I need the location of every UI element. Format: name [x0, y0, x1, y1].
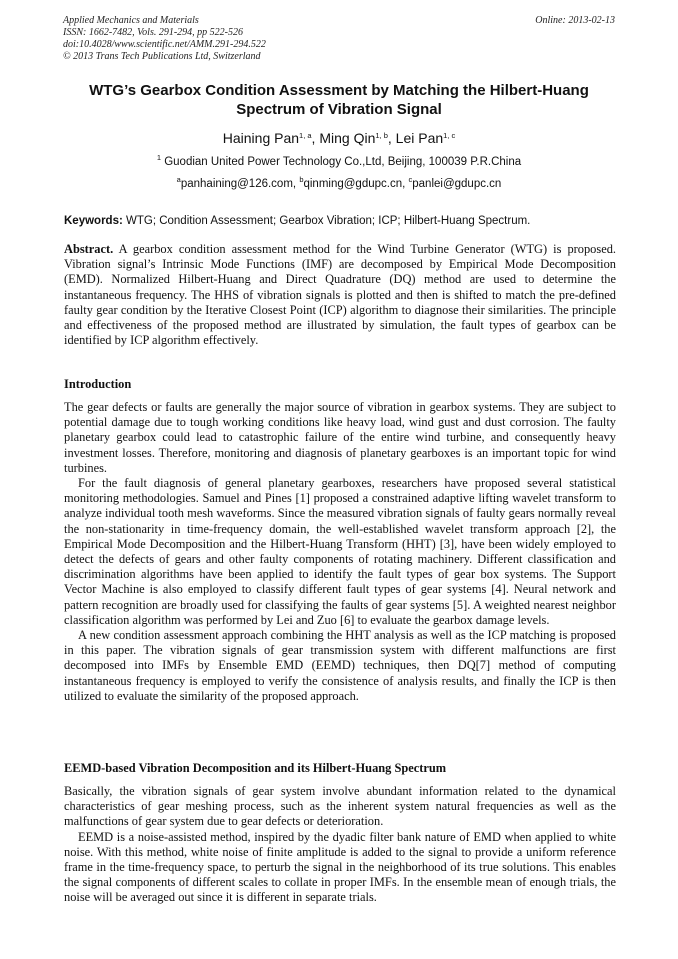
paragraph: The gear defects or faults are generally the major source of vibration in gearbox systems. They are subject to potential damage due to tough working conditions like heavy load, wind gust and dust corrosion. The faulty planetary gearbox could lead to catastrophic failure of the entire wind turbine, and consequently heavy investment losses. Therefore, monitoring and diagnosis of planetary gearboxes is an important topic for wind turbines.: [64, 400, 616, 475]
section-heading-introduction: Introduction: [64, 377, 132, 391]
author-name: Haining Pan: [222, 130, 300, 146]
abstract-label: Abstract.: [64, 242, 114, 256]
affiliation-sup: 1: [156, 153, 161, 162]
paragraph: A new condition assessment approach combining the HHT analysis as well as the ICP matching is proposed in this paper. The vibration signals of gear transmission system with different malfunctions are first decomposed into IMFs by Ensemble EMD (EEMD) techniques, then DQ[7] method of computing instantaneous frequency is employed to verify the consistence of analysis results, and finally the ICP is then utilized to evaluate the similarity of the proposed approach.: [64, 628, 616, 703]
paragraph: Basically, the vibration signals of gear system involve abundant information related to the dynamical characteristics of gear meshing process, such as the inherent system natural frequencies as well as the malfunctions of gear system due to gear defects or deterioration.: [64, 784, 616, 829]
keywords: [64, 214, 616, 229]
affiliation-text: Guodian United Power Technology Co.,Ltd, Beijing, 100039 P.R.China: [164, 156, 522, 168]
email-sup: c: [408, 175, 413, 184]
email-sup: b: [299, 175, 304, 184]
author-sup: 1, c: [443, 131, 456, 140]
email-address[interactable]: qinming@gdupc.cn,: [303, 178, 406, 190]
author-sup: 1, a: [299, 131, 312, 140]
keywords-label: Keywords:: [64, 215, 123, 227]
journal-name: Applied Mechanics and Materials: [63, 15, 199, 26]
email-address[interactable]: panlei@gdupc.cn: [412, 178, 502, 190]
author-sup: 1, b: [375, 131, 388, 140]
author-list: Haining Pan$^{1, a}$, Ming Qin$^{1, b}$, Lei Pan$^{1, c}$: [222, 130, 456, 146]
author-name: Lei Pan: [395, 130, 444, 146]
abstract: [64, 242, 616, 348]
author-name: Ming Qin: [319, 130, 376, 146]
keywords-text: WTG; Condition Assessment; Gearbox Vibration; ICP; Hilbert-Huang Spectrum.: [126, 215, 531, 227]
journal-header: [63, 15, 623, 63]
paper-title: [40, 81, 638, 119]
online-date: Online: 2013-02-13: [535, 15, 615, 26]
journal-copyright: © 2013 Trans Tech Publications Ltd, Switzerland: [63, 51, 261, 62]
email-address[interactable]: panhaining@126.com,: [180, 178, 297, 190]
email-sup: a: [176, 175, 181, 184]
eemd-body: [64, 784, 616, 906]
section-heading-eemd: EEMD-based Vibration Decomposition and its Hilbert-Huang Spectrum: [64, 761, 447, 775]
abstract-text: A gearbox condition assessment method for the Wind Turbine Generator (WTG) is proposed. Vibration signal’s Intrinsic Mode Functions (IMF) are decomposed by Empirical Mode Decomposition (EMD). Normalized Hilbert-Huang and Direct Quadrature (DQ) method are used to determine the instantaneous frequency. The HHS of vibration signals is plotted and then is shifted to match the pre-defined faulty gear condition by the Iterative Closest Point (ICP) algorithm to diagnose their similarities. The principle and effectiveness of the proposed method are illustrated by simulation, the fault types of gearbox can be identified by ICP algorithm effectively.: [64, 242, 616, 348]
affiliation: [40, 155, 638, 170]
journal-issn: ISSN: 1662-7482, Vols. 291-294, pp 522-526: [63, 27, 243, 38]
title-line-2: Spectrum of Vibration Signal: [236, 101, 442, 118]
introduction-body: [64, 400, 616, 704]
title-line-1: WTG’s Gearbox Condition Assessment by Matching the Hilbert-Huang: [89, 82, 589, 99]
paragraph: For the fault diagnosis of general planetary gearboxes, researchers have proposed several statistical monitoring methodologies. Samuel and Pines [1] proposed a constrained adaptive lifting wavelet transform to analyze individual tooth mesh waveforms. Since the measured vibration signals of faulty gears normally reveal the non-stationarity in time-frequency domain, the well-established wavelet transform approach [2], the Empirical Mode Decomposition and the Hilbert-Huang Transform (HHT) [3], have been widely employed to detect the defects of gears and other faulty components of rotating machinery. Different classification and discrimination algorithms have been applied to identify the fault types of gear box systems. The Support Vector Machine is also employed to classify different fault types of gear systems [4]. Neural network and pattern recognition are broadly used for classifying the faults of gear systems [5]. A weighted nearest neighbor classification algorithm was performed by Lei and Zuo [6] to evaluate the gearbox damage levels.: [64, 476, 616, 627]
email-list: [40, 177, 638, 192]
journal-doi: doi:10.4028/www.scientific.net/AMM.291-294.522: [63, 39, 266, 50]
paragraph: EEMD is a noise-assisted method, inspired by the dyadic filter bank nature of EMD when applied to white noise. With this method, white noise of finite amplitude is added to the signal to provide a uniform reference frame in the time-frequency space, to perturb the signal in the neighborhood of its true solutions. This enables the signal components of different scales to collate in proper IMFs. In the ensemble mean of enough trials, the noise will be averaged out since it is different in separate trials.: [64, 829, 616, 905]
